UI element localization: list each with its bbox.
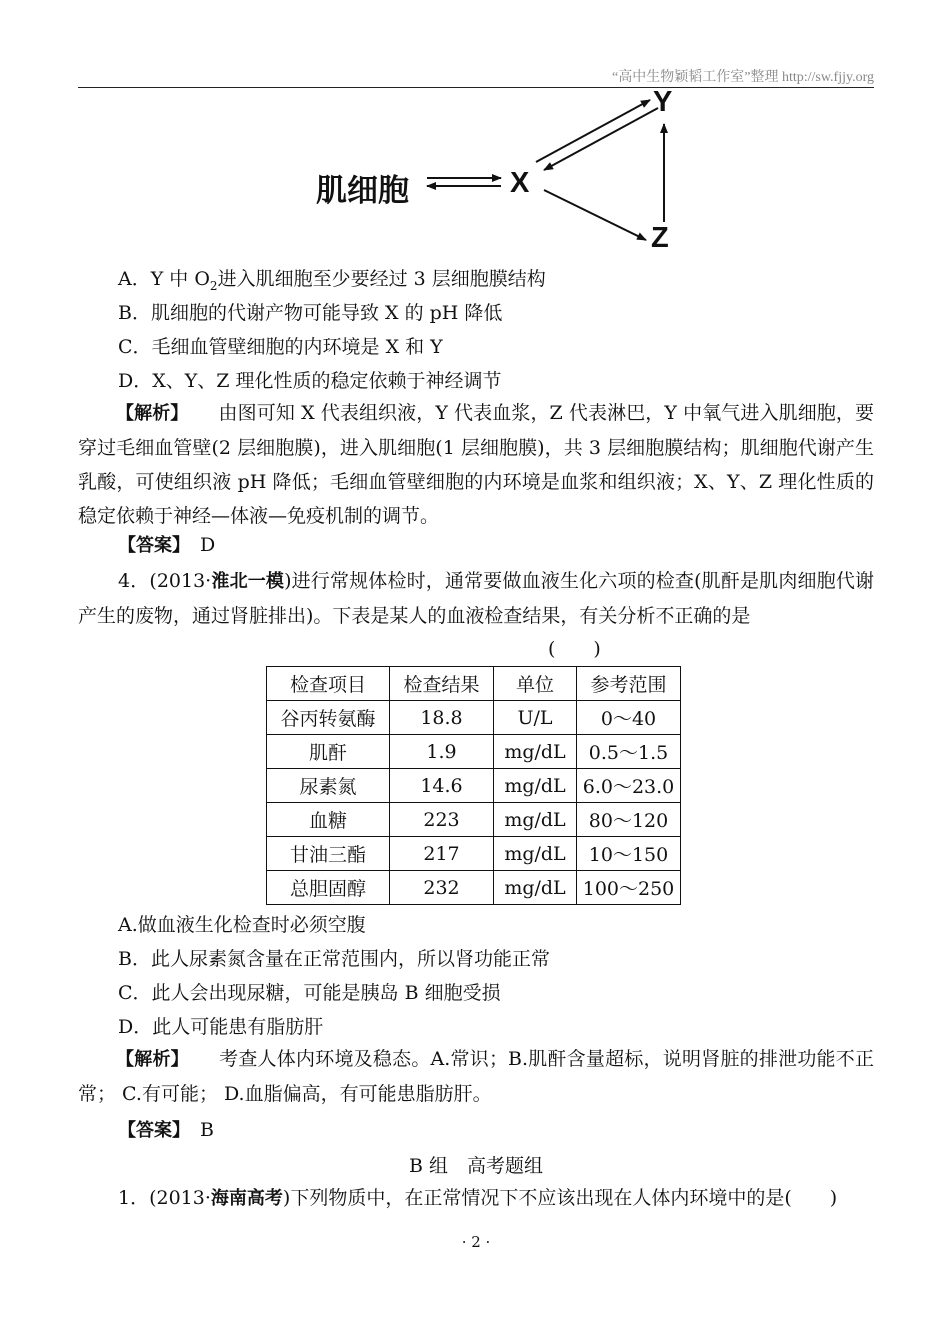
table-cell: 肌酐 [267,735,390,769]
table-cell: 1.9 [390,735,494,769]
q4-analysis: 【解析】 考查人体内环境及稳态。A.常识；B.肌酐含量超标，说明肾脏的排泄功能不正常； C.有可能； D.血脂偏高，有可能患脂肪肝。 [78,1048,874,1105]
node-z: Z [651,222,669,254]
table-header-cell: 参考范围 [577,667,681,701]
q4-option-d: D．此人可能患有脂肪肝 [118,1016,324,1038]
b-q1-source: 海南高考 [210,1188,283,1209]
table-cell: 0.5～1.5 [577,735,681,769]
page-number: · 2 · [461,1233,491,1251]
q3-option-c: C．毛细血管壁细胞的内环境是 X 和 Y [118,336,443,358]
table-header-cell: 检查结果 [390,667,494,701]
table-header-row [267,667,681,701]
table-row [267,735,681,769]
table-cell: 10～150 [577,837,681,871]
table-cell: 甘油三酯 [267,837,390,871]
q4-source: 淮北一模 [211,571,285,592]
table-cell: U/L [494,701,577,735]
node-y: Y [653,86,673,118]
analysis-tag: 【解析】 [116,1049,189,1070]
body-fluid-diagram [300,86,700,260]
table-cell: mg/dL [494,837,577,871]
table-cell: 0～40 [577,701,681,735]
table-cell: mg/dL [494,871,577,905]
q3-option-d: D．X、Y、Z 理化性质的稳定依赖于神经调节 [118,370,502,392]
table-cell: 223 [390,803,494,837]
node-x: X [510,167,530,199]
analysis-tag: 【解析】 [116,403,189,424]
table-row [267,701,681,735]
section-title: B 组 高考题组 [408,1155,543,1177]
table-row [267,871,681,905]
table-cell: 80～120 [577,803,681,837]
table-row [267,769,681,803]
table-cell: 谷丙转氨酶 [267,701,390,735]
header-rule [78,87,874,88]
answer-tag: 【答案】 [118,535,181,556]
table-cell: 尿素氮 [267,769,390,803]
node-muscle-cell: 肌细胞 [316,173,409,209]
table-header-cell: 检查项目 [267,667,390,701]
table-row [267,803,681,837]
q4-option-c: C．此人会出现尿糖，可能是胰岛 B 细胞受损 [118,982,501,1004]
table-cell: 14.6 [390,769,494,803]
table-cell: mg/dL [494,769,577,803]
q3-option-b: B．肌细胞的代谢产物可能导致 X 的 pH 降低 [118,302,503,324]
page-header: “高中生物颖韬工作室”整理 http://sw.fjjy.org [612,70,874,85]
table-cell: 6.0～23.0 [577,769,681,803]
q4-option-b: B．此人尿素氮含量在正常范围内，所以肾功能正常 [118,948,550,970]
q4-answer: 【答案】 B [118,1119,214,1141]
table-cell: 100～250 [577,871,681,905]
q4-option-a: A.做血液生化检查时必须空腹 [118,914,366,936]
table-cell: 217 [390,837,494,871]
table-header-cell: 单位 [494,667,577,701]
table-cell: mg/dL [494,735,577,769]
table-cell: 血糖 [267,803,390,837]
q3-analysis: 【解析】 由图可知 X 代表组织液，Y 代表血浆，Z 代表淋巴，Y 中氧气进入肌细胞，要穿过毛细血管壁(2 层细胞膜)，进入肌细胞(1 层细胞膜)，共 3 层细胞膜结构；肌细胞代谢产生乳酸，可使组织液 pH 降低；毛细血管壁细胞的内环境是血浆和组织液；X、Y、Z 理化性质的稳定依赖于神经—体液—免疫机制的调节。 [78,402,875,527]
b-q1-stem: 1．(2013·海南高考)下列物质中，在正常情况下不应该出现在人体内环境中的是( ) [118,1187,838,1209]
table-cell: mg/dL [494,803,577,837]
q3-answer: 【答案】 D [118,534,216,556]
q4-answer-paren: ( ) [548,638,601,660]
answer-tag: 【答案】 [118,1120,181,1141]
table-cell: 总胆固醇 [267,871,390,905]
table-row [267,837,681,871]
blood-test-table [266,666,681,905]
q3-option-a: A．Y 中 $O_2$进入肌细胞至少要经过 3 层细胞膜结构 [118,268,546,293]
table-cell: 232 [390,871,494,905]
table-cell: 18.8 [390,701,494,735]
q4-stem: 4．(2013·淮北一模)进行常规体检时，通常要做血液生化六项的检查(肌酐是肌肉细胞代谢产生的废物，通过肾脏排出)。下表是某人的血液检查结果，有关分析不正确的是 [78,570,875,627]
